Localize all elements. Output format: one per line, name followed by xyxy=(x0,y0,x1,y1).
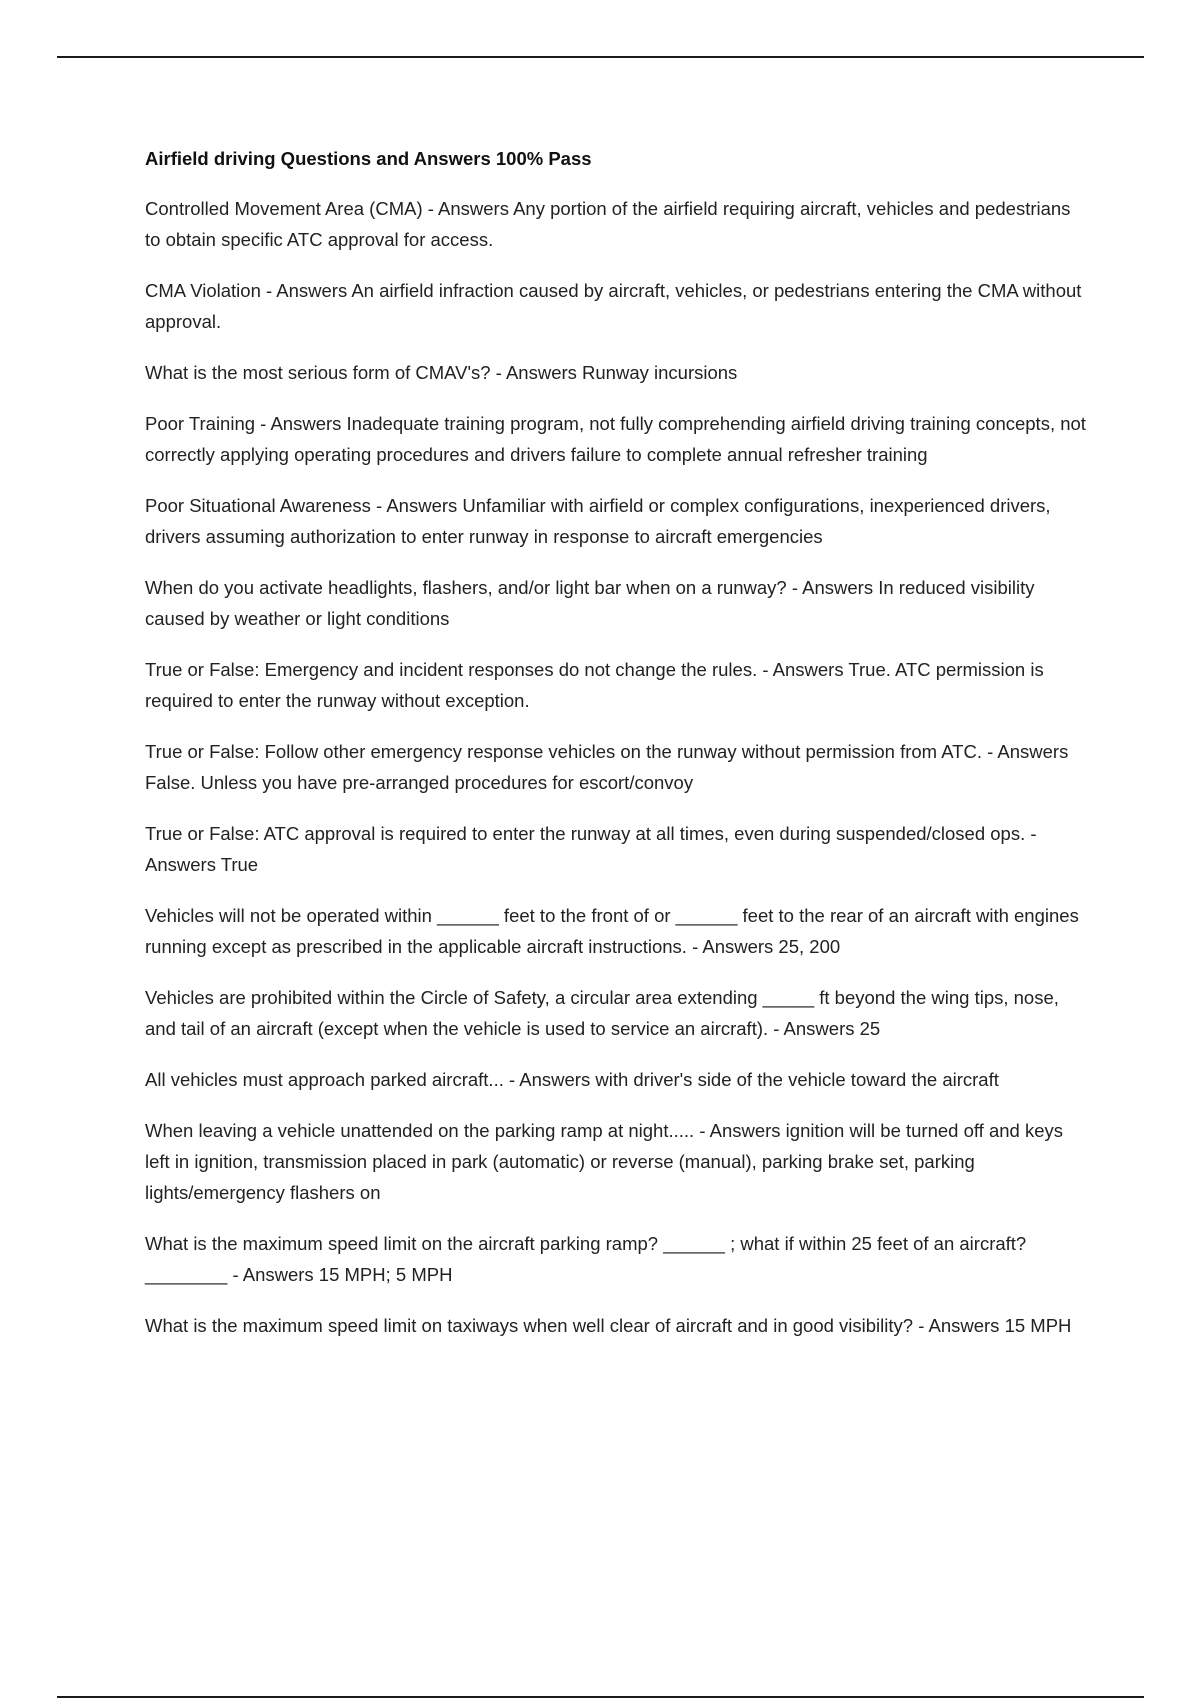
qa-entry: True or False: Emergency and incident responses do not change the rules. - Answers True. ATC permission is required to enter the runway without exception. xyxy=(145,659,1044,711)
footer-rule xyxy=(57,1696,1144,1698)
qa-entry: True or False: Follow other emergency response vehicles on the runway without permission from ATC. - Answers False. Unless you have pre-arranged procedures for escort/convoy xyxy=(145,741,1069,793)
qa-entry: Poor Training - Answers Inadequate training program, not fully comprehending airfield driving training concepts, not correctly applying operating procedures and drivers failure to complete annual refresher training xyxy=(145,413,1086,465)
qa-entry: All vehicles must approach parked aircraft... - Answers with driver's side of the vehicle toward the aircraft xyxy=(145,1069,999,1090)
document-title: Airfield driving Questions and Answers 100% Pass xyxy=(145,148,592,169)
qa-entry: When do you activate headlights, flashers, and/or light bar when on a runway? - Answers In reduced visibility caused by weather or light conditions xyxy=(145,577,1035,629)
qa-entry: What is the most serious form of CMAV's? - Answers Runway incursions xyxy=(145,362,738,383)
qa-entry: What is the maximum speed limit on taxiways when well clear of aircraft and in good visibility? - Answers 15 MPH xyxy=(145,1315,1072,1336)
qa-entry: What is the maximum speed limit on the aircraft parking ramp? ______ ; what if within 25 feet of an aircraft? ________ - Answers 15 MPH; 5 MPH xyxy=(145,1233,1027,1285)
document-body xyxy=(145,146,1090,1361)
header-rule xyxy=(57,56,1144,58)
qa-entry: Vehicles will not be operated within ______ feet to the front of or ______ feet to the rear of an aircraft with engines running except as prescribed in the applicable aircraft instructions. - Answers 25, 200 xyxy=(145,905,1079,957)
qa-entry: True or False: ATC approval is required to enter the runway at all times, even during suspended/closed ops. - Answers True xyxy=(145,823,1037,875)
qa-entry: CMA Violation - Answers An airfield infraction caused by aircraft, vehicles, or pedestrians entering the CMA without approval. xyxy=(145,280,1082,332)
qa-entry: Poor Situational Awareness - Answers Unfamiliar with airfield or complex configurations, inexperienced drivers, drivers assuming authorization to enter runway in response to aircraft emergencies xyxy=(145,495,1051,547)
qa-entry: When leaving a vehicle unattended on the parking ramp at night..... - Answers ignition will be turned off and keys left in ignition, transmission placed in park (automatic) or reverse (manual), parking brake set, parking lights/emergency flashers on xyxy=(145,1120,1064,1203)
qa-entry: Controlled Movement Area (CMA) - Answers Any portion of the airfield requiring aircraft, vehicles and pedestrians to obtain specific ATC approval for access. xyxy=(145,198,1071,250)
qa-entry: Vehicles are prohibited within the Circle of Safety, a circular area extending _____ ft beyond the wing tips, nose, and tail of an aircraft (except when the vehicle is used to service an aircraft). - Answers 25 xyxy=(145,987,1059,1039)
